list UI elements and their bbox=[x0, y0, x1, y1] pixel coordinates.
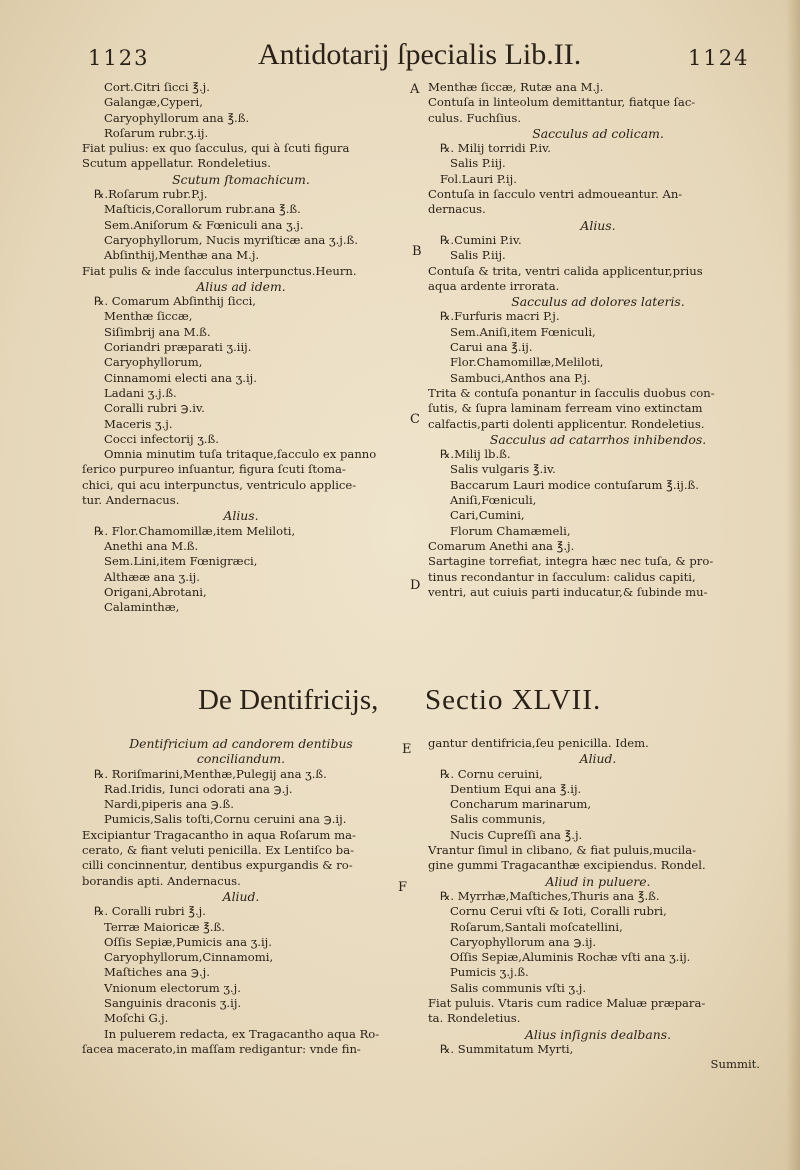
text-line: Cinnamomi electi ana ʒ.ij. bbox=[104, 370, 257, 385]
text-line: Fiat puluis. Vtaris cum radice Maluæ præpara- bbox=[428, 996, 706, 1011]
page-header bbox=[0, 38, 800, 82]
text-line: ℞. Comarum Abſinthij ſicci, bbox=[94, 294, 256, 309]
section-heading: Aliud. bbox=[222, 888, 260, 904]
text-line: Galangæ,Cyperi, bbox=[104, 95, 203, 110]
text-line: Abſinthij,Menthæ ana M.j. bbox=[104, 248, 260, 263]
text-line: ℞.Milij lb.ß. bbox=[440, 447, 511, 462]
text-line: In puluerem redacta, ex Tragacantho aqua Ro- bbox=[104, 1026, 380, 1041]
text-line: Fol.Lauri P.ij. bbox=[440, 171, 517, 186]
text-line: Cocci infectorij ʒ.ß. bbox=[104, 431, 219, 446]
text-line: Contuſa in ſacculo ventri admoueantur. An- bbox=[428, 187, 683, 202]
text-line: chici, qui acu interpunctus, ventriculo applice- bbox=[82, 477, 357, 492]
text-line: Contuſa in linteolum demittantur, fiatque ſac- bbox=[428, 95, 696, 110]
text-line: ℞. Flor.Chamomillæ,item Meliloti, bbox=[94, 523, 296, 538]
text-line: Anethi ana M.ß. bbox=[104, 538, 199, 553]
section-heading: Alius ad idem. bbox=[196, 278, 286, 294]
text-line: Maceris ʒ.j. bbox=[104, 416, 173, 431]
text-line: ſutis, & ſupra laminam ferream vino extinctam bbox=[428, 401, 703, 416]
text-line: tinus recondantur in ſacculum: calidus capiti, bbox=[428, 569, 696, 584]
text-line: ℞.Furfuris macri P.j. bbox=[440, 309, 560, 324]
text-line: Flor.Chamomillæ,Meliloti, bbox=[450, 355, 604, 370]
text-line: Sem.Aniſorum & Fœniculi ana ʒ.j. bbox=[104, 217, 304, 232]
section-heading: Alius. bbox=[223, 508, 259, 524]
text-line: ventri, aut cuiuis parti inducatur,& ſubinde mu- bbox=[428, 584, 708, 599]
text-line: Carui ana ℥.ij. bbox=[450, 340, 533, 355]
text-line: Cornu Cerui vſti & Ioti, Coralli rubri, bbox=[450, 904, 667, 919]
text-line: Sem.Lini,item Fœnigræci, bbox=[104, 554, 258, 569]
text-line: Roſarum rubr.ʒ.ij. bbox=[104, 125, 209, 140]
text-line: Coralli rubri ℈.iv. bbox=[104, 401, 205, 416]
text-line: gantur dentifricia,ſeu penicilla. Idem. bbox=[428, 736, 649, 750]
column-left-bottom bbox=[82, 736, 400, 1057]
text-line: Caryophyllorum ana ℥.ß. bbox=[104, 110, 250, 125]
text-line: Salis communis vſti ʒ.j. bbox=[450, 980, 587, 995]
section-heading: Sacculus ad dolores lateris. bbox=[511, 294, 685, 310]
text-line: cerato, & fiant veluti penicilla. Ex Lentiſco ba- bbox=[82, 843, 355, 858]
text-line: Fiat pulius: ex quo ſacculus, qui à ſcuti figura bbox=[82, 141, 350, 156]
text-line: Scutum appellatur. Rondeletius. bbox=[82, 156, 271, 171]
text-line: Vrantur ſimul in clibano, & fiat puluis,mucila- bbox=[428, 843, 697, 858]
text-line: ℞. Roriſmarini,Menthæ,Pulegij ana ʒ.ß. bbox=[94, 766, 327, 781]
section-heading: Sacculus ad colicam. bbox=[532, 125, 664, 141]
text-line: Calaminthæ, bbox=[104, 600, 180, 615]
text-line: Pumicis,Salis toſti,Cornu ceruini ana ℈.ij. bbox=[104, 812, 347, 827]
text-line: ℞. Summitatum Myrti, bbox=[440, 1041, 574, 1056]
text-line: aqua ardente irrorata. bbox=[428, 278, 560, 293]
text-line: ſerico purpureo inſuantur, figura ſcuti ſtoma- bbox=[82, 462, 346, 477]
text-line: Vnionum electorum ʒ.j. bbox=[104, 980, 241, 995]
section-title: De Dentifricijs, bbox=[198, 684, 379, 716]
text-line: dernacus. bbox=[428, 202, 486, 217]
text-line: Sambuci,Anthos ana P.j. bbox=[450, 370, 591, 385]
section-heading: Sacculus ad catarrhos inhibendos. bbox=[489, 431, 707, 447]
section-number: Sectio XLVII. bbox=[425, 684, 602, 716]
text-line: ℞.Roſarum rubr.P.j. bbox=[94, 187, 208, 202]
text-line: Oſſis Sepiæ,Aluminis Rochæ vſti ana ʒ.ij. bbox=[450, 950, 691, 965]
text-line: Baccarum Lauri modice contuſarum ℥.ij.ß. bbox=[450, 477, 699, 492]
text-line: ſacea macerato,in maſſam redigantur: vnde fin- bbox=[82, 1041, 361, 1056]
text-line: Caryophyllorum, bbox=[104, 355, 203, 370]
text-line: Maſtiches ana ℈.j. bbox=[104, 965, 210, 980]
text-line: Sartagine torrefiat, integra hæc nec tuſa, & pro- bbox=[428, 554, 714, 569]
text-line: Comarum Anethi ana ℥.j. bbox=[428, 538, 575, 553]
running-title: Antidotarij ſpecialis Lib.II. bbox=[258, 38, 582, 71]
text-line: Nucis Cupreſſi ana ℥.j. bbox=[450, 827, 583, 842]
section-heading: conciliandum. bbox=[196, 751, 286, 767]
margin-letter: E bbox=[402, 742, 412, 757]
text-line: Menthæ ſiccæ, bbox=[104, 309, 193, 324]
text-line: Salis vulgaris ℥.iv. bbox=[450, 462, 556, 477]
text-line: Origani,Abrotani, bbox=[104, 584, 207, 599]
text-line: gine gummi Tragacanthæ excipiendus. Rondel. bbox=[428, 858, 706, 873]
text-line: Rad.Iridis, Iunci odorati ana ℈.j. bbox=[104, 781, 293, 796]
catchword: Summit. bbox=[710, 1057, 760, 1072]
section-heading: Alius inſignis dealbans. bbox=[524, 1026, 672, 1042]
text-line: Caryophyllorum ana ℈.ij. bbox=[450, 934, 597, 949]
column-left-top bbox=[82, 80, 400, 615]
column-right-bottom bbox=[428, 736, 768, 1073]
text-line: Salis P.iij. bbox=[450, 248, 506, 263]
text-line: calfactis,parti dolenti applicentur. Rondeletius. bbox=[428, 416, 705, 431]
text-line: Omnia minutim tuſa tritaque,ſacculo ex panno bbox=[104, 447, 377, 462]
text-line: Salis communis, bbox=[450, 812, 546, 827]
section-title-band bbox=[0, 684, 800, 726]
margin-letter: D bbox=[410, 578, 421, 593]
text-line: Maſticis,Corallorum rubr.ana ℥.ß. bbox=[104, 202, 301, 217]
text-line: Terræ Maioricæ ℥.ß. bbox=[104, 919, 225, 934]
text-line: Siſimbrij ana M.ß. bbox=[104, 324, 211, 339]
text-line: ℞.Cumini P.iv. bbox=[440, 232, 522, 247]
text-line: Concharum marinarum, bbox=[450, 797, 592, 812]
section-heading: Aliud. bbox=[579, 751, 617, 767]
text-line: Florum Chamæmeli, bbox=[450, 523, 571, 538]
margin-letter: C bbox=[410, 412, 420, 427]
page-number-left: 1123 bbox=[88, 46, 150, 70]
section-heading: Alius. bbox=[580, 217, 616, 233]
text-line: Contuſa & trita, ventri calida applicentur,prius bbox=[428, 263, 703, 278]
margin-letter: A bbox=[410, 82, 420, 97]
text-line: Caryophyllorum,Cinnamomi, bbox=[104, 950, 274, 965]
text-line: Caryophyllorum, Nucis myriſticæ ana ʒ.j.ß. bbox=[104, 232, 358, 247]
text-line: Coriandri præparati ʒ.iij. bbox=[104, 340, 252, 355]
text-line: ℞. Coralli rubri ℥.j. bbox=[94, 904, 206, 919]
text-line: borandis apti. Andernacus. bbox=[82, 873, 241, 888]
text-line: Ladani ʒ.j.ß. bbox=[104, 385, 177, 400]
text-line: ℞. Myrrhæ,Maſtiches,Thuris ana ℥.ß. bbox=[440, 888, 660, 903]
margin-letter: B bbox=[412, 244, 422, 259]
text-line: Trita & contuſa ponantur in ſacculis duobus con- bbox=[428, 385, 715, 400]
text-line: Excipiantur Tragacantho in aqua Roſarum ma- bbox=[82, 827, 356, 842]
text-line: Sem.Aniſi,item Fœniculi, bbox=[450, 324, 596, 339]
column-right-top bbox=[428, 80, 768, 600]
text-line: Dentium Equi ana ℥.ij. bbox=[450, 781, 582, 796]
text-line: Oſſis Sepiæ,Pumicis ana ʒ.ij. bbox=[104, 934, 272, 949]
page-number-right: 1124 bbox=[688, 46, 750, 70]
text-line: Nardi,piperis ana ℈.ß. bbox=[104, 797, 234, 812]
text-line: Sanguinis draconis ʒ.ij. bbox=[104, 996, 242, 1011]
text-line: Menthæ ſiccæ, Rutæ ana M.j. bbox=[428, 80, 604, 94]
text-line: Cort.Citri ſicci ℥.j. bbox=[104, 80, 210, 94]
text-line: tur. Andernacus. bbox=[82, 493, 180, 508]
text-line: Roſarum,Santali moſcatellini, bbox=[450, 919, 623, 934]
margin-letter: F bbox=[398, 880, 408, 895]
text-line: Fiat pulis & inde ſacculus interpunctus.Heurn. bbox=[82, 263, 357, 278]
text-line: Cari,Cumini, bbox=[450, 508, 525, 523]
text-line: cilli concinnentur, dentibus expurgandis & ro- bbox=[82, 858, 353, 873]
section-heading: Scutum ſtomachicum. bbox=[172, 171, 310, 187]
text-line: Althææ ana ʒ.ij. bbox=[104, 569, 200, 584]
text-line: ta. Rondeletius. bbox=[428, 1011, 521, 1026]
section-heading: Dentifricium ad candorem dentibus bbox=[129, 736, 353, 751]
text-line: ℞. Milij torridi P.iv. bbox=[440, 141, 551, 156]
text-line: ℞. Cornu ceruini, bbox=[440, 766, 543, 781]
text-line: Salis P.iij. bbox=[450, 156, 506, 171]
text-line: Pumicis ʒ.j.ß. bbox=[450, 965, 529, 980]
section-heading: Aliud in puluere. bbox=[545, 873, 651, 889]
text-line: Moſchi G.j. bbox=[104, 1011, 169, 1026]
text-line: Aniſi,Fœniculi, bbox=[450, 493, 537, 508]
text-line: culus. Fuchſius. bbox=[428, 110, 522, 125]
